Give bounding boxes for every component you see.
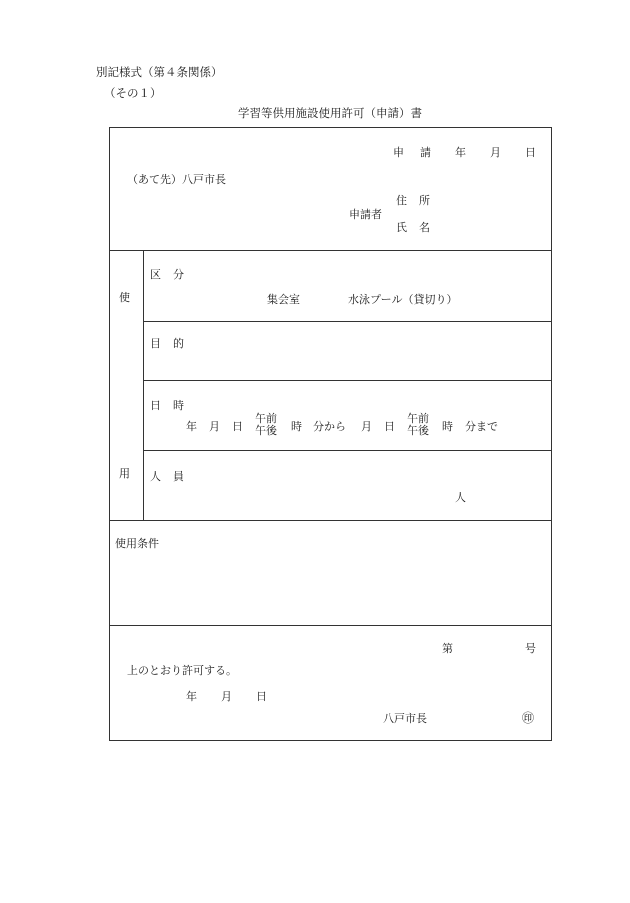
am-start: 午前 [255,412,277,425]
pm-end: 午後 [407,424,429,438]
divider-datetime [143,450,552,451]
datetime-label-2: 時 [173,399,184,412]
purpose-label-1: 目 [150,337,161,350]
approval-month: 月 [221,690,232,703]
divider-conditions [109,625,552,626]
datetime-year: 年 [186,420,197,433]
date-day-label: 日 [525,146,536,159]
mayor-label: 八戸市長 [383,712,427,725]
pm-start: 午後 [255,424,277,438]
address-label-1: 住 [396,194,407,207]
purpose-label-2: 的 [173,337,184,350]
permit-number-suffix: 号 [525,642,536,655]
datetime-min-to: 分まで [465,420,498,433]
divider-category [143,321,552,322]
datetime-day-end: 日 [384,420,395,433]
datetime-month: 月 [209,420,220,433]
am-end: 午前 [407,412,429,425]
document-title: 学習等供用施設使用許可（申請）書 [238,106,422,120]
permit-number-prefix: 第 [442,642,453,655]
category-label-1: 区 [150,268,161,281]
addressee: （あて先）八戸市長 [127,173,226,186]
usage-side-label-top: 使 [119,291,130,304]
form-number: 別記様式（第４条関係） [96,65,223,79]
option-hall: 集会室 [267,293,300,306]
divider-application [109,250,552,251]
category-label-2: 分 [173,268,184,281]
datetime-month-end: 月 [361,420,372,433]
form-table [109,127,552,741]
option-pool: 水泳プール（貸切り） [348,293,458,306]
ampm-start [255,413,277,437]
divider-purpose [143,380,552,381]
usage-side-label-bottom: 用 [119,467,130,480]
approval-year: 年 [186,690,197,703]
divider-usage [109,520,552,521]
date-sei: 請 [420,146,431,159]
people-unit: 人 [455,491,466,504]
conditions-label: 使用条件 [115,537,159,550]
address-label-2: 所 [419,194,430,207]
datetime-label-1: 日 [150,399,161,412]
name-label-2: 名 [419,221,430,234]
approval-statement: 上のとおり許可する。 [127,664,237,677]
applicant-label: 申請者 [349,208,382,221]
seal-mark: ㊞ [522,711,535,725]
people-label-1: 人 [150,470,161,483]
usage-column-divider [143,250,144,520]
name-label-1: 氏 [396,221,407,234]
people-label-2: 員 [173,470,184,483]
date-month-label: 月 [490,146,501,159]
datetime-day: 日 [232,420,243,433]
datetime-hour-start: 時 [291,420,302,433]
approval-day: 日 [256,690,267,703]
date-shin: 申 [393,146,404,159]
ampm-end [407,413,429,437]
sub-number: （その１） [104,86,162,100]
datetime-hour-end: 時 [442,420,453,433]
datetime-min-from: 分から [313,420,346,433]
date-year-label: 年 [455,146,466,159]
